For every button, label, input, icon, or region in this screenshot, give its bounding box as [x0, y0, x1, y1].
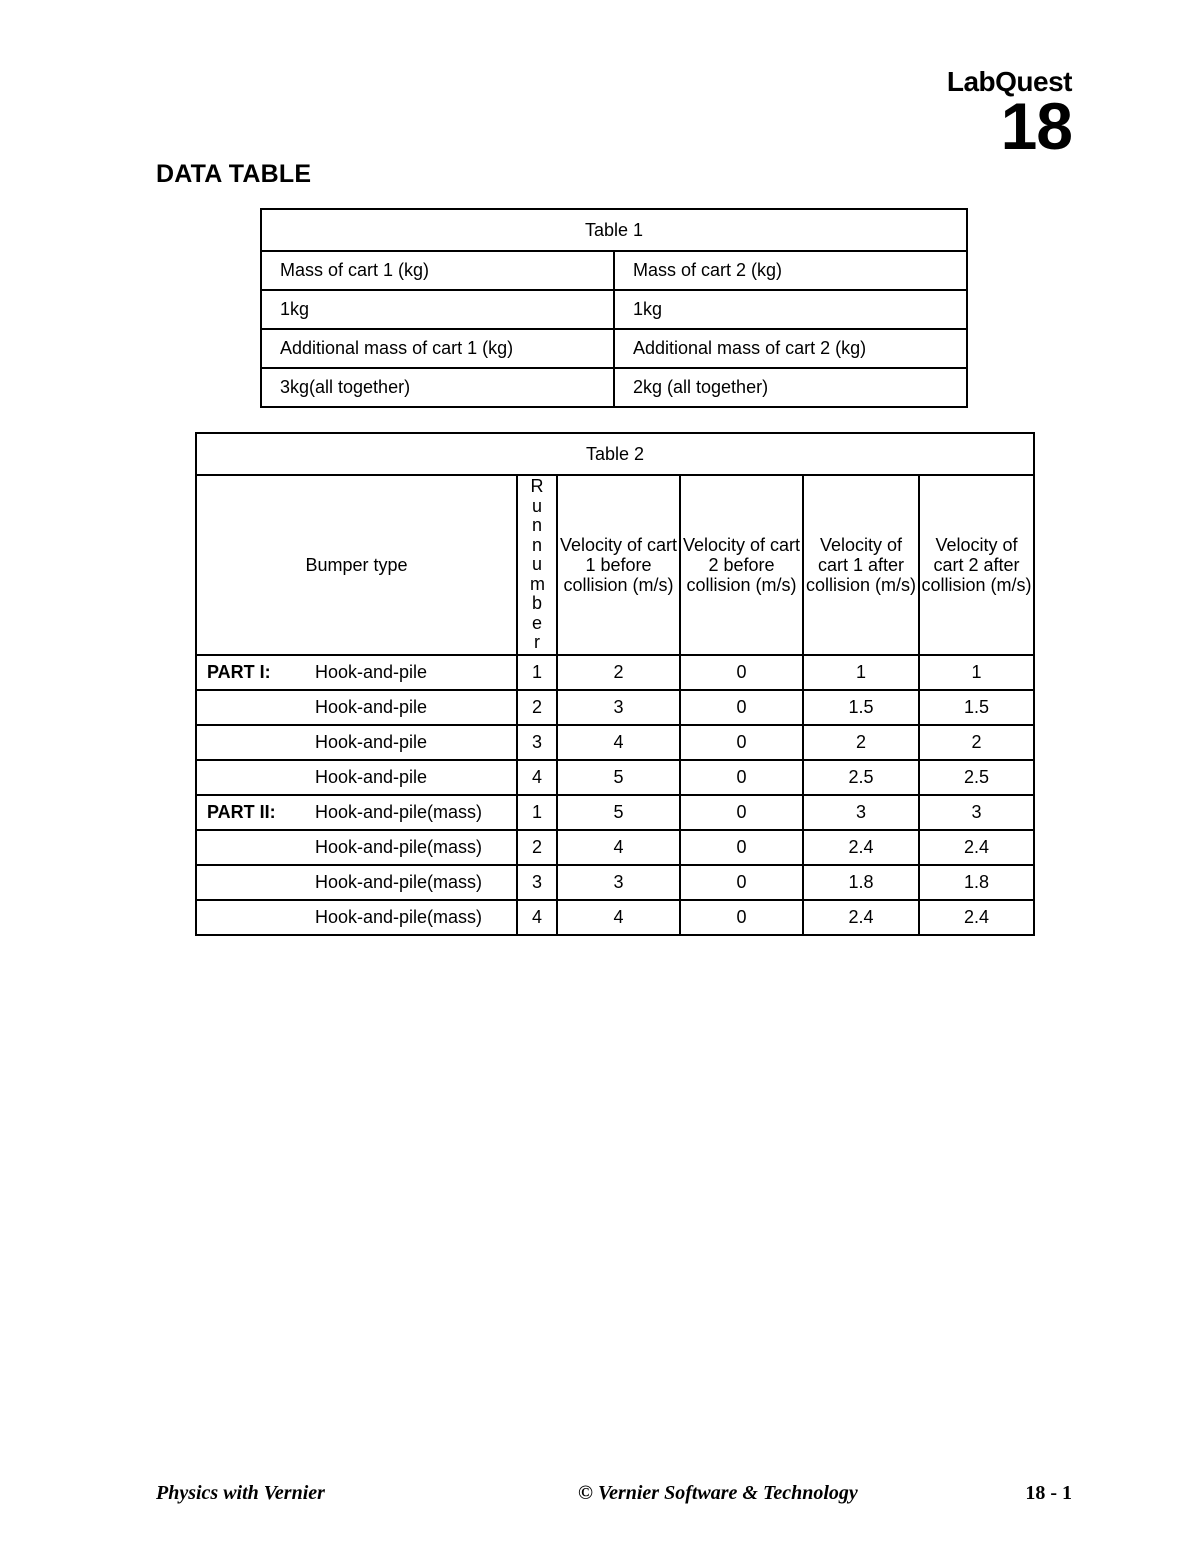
table-1-cell: 1kg: [614, 290, 967, 329]
table-1-cell: 1kg: [261, 290, 614, 329]
table-1-cell: 3kg(all together): [261, 368, 614, 407]
brand-name: LabQuest: [946, 66, 1072, 97]
table-1-row: [261, 251, 967, 290]
v1-after-cell: 2.4: [803, 830, 919, 865]
bumper-type: Hook-and-pile(mass): [315, 837, 483, 857]
bumper-cell: [196, 760, 517, 795]
v2-before-cell: 0: [680, 655, 803, 690]
table-row: [196, 795, 1034, 830]
v2-after-cell: 2.4: [919, 900, 1034, 935]
run-number-cell: 4: [517, 760, 557, 795]
v1-before-cell: 5: [557, 795, 680, 830]
header-v2-after: Velocity of cart 2 after collision (m/s): [919, 475, 1034, 655]
v2-after-cell: 1.8: [919, 865, 1034, 900]
header-bumper-type: Bumper type: [196, 475, 517, 655]
table-1-row: [261, 290, 967, 329]
bumper-cell: [196, 865, 517, 900]
table-1-cell: 2kg (all together): [614, 368, 967, 407]
v2-before-cell: 0: [680, 830, 803, 865]
v1-after-cell: 2.5: [803, 760, 919, 795]
chapter-number: 18: [1000, 89, 1072, 163]
table-2-body: [196, 655, 1034, 935]
footer-book-title: Physics with Vernier: [156, 1482, 325, 1504]
bumper-cell: [196, 830, 517, 865]
brand-block: [946, 66, 1072, 163]
table-1-cell: Mass of cart 1 (kg): [261, 251, 614, 290]
v2-after-cell: 2.4: [919, 830, 1034, 865]
footer-page-number: 18 - 1: [1025, 1482, 1072, 1504]
bumper-cell: [196, 795, 517, 830]
v2-before-cell: 0: [680, 690, 803, 725]
table-1-caption-row: [261, 209, 967, 251]
v2-after-cell: 1: [919, 655, 1034, 690]
v1-before-cell: 3: [557, 690, 680, 725]
run-number-cell: 3: [517, 865, 557, 900]
table-1-row: [261, 368, 967, 407]
table-row: [196, 865, 1034, 900]
table-1-cell: Additional mass of cart 2 (kg): [614, 329, 967, 368]
run-number-cell: 2: [517, 830, 557, 865]
v2-before-cell: 0: [680, 795, 803, 830]
table-row: [196, 725, 1034, 760]
run-number-cell: 3: [517, 725, 557, 760]
v1-before-cell: 4: [557, 830, 680, 865]
v1-after-cell: 3: [803, 795, 919, 830]
v1-after-cell: 1.5: [803, 690, 919, 725]
bumper-cell: [196, 900, 517, 935]
run-number-cell: 2: [517, 690, 557, 725]
table-2-caption: Table 2: [196, 433, 1034, 475]
v1-after-cell: 1: [803, 655, 919, 690]
v1-after-cell: 2.4: [803, 900, 919, 935]
table-1-cell: Additional mass of cart 1 (kg): [261, 329, 614, 368]
bumper-type: Hook-and-pile(mass): [315, 872, 483, 892]
bumper-type: Hook-and-pile: [315, 732, 428, 752]
table-1-cell: Mass of cart 2 (kg): [614, 251, 967, 290]
v2-before-cell: 0: [680, 760, 803, 795]
bumper-type: Hook-and-pile: [315, 697, 428, 717]
v1-before-cell: 4: [557, 725, 680, 760]
part-label: PART I:: [207, 662, 271, 682]
v1-before-cell: 3: [557, 865, 680, 900]
table-1-caption: Table 1: [261, 209, 967, 251]
table-row: [196, 900, 1034, 935]
v1-after-cell: 2: [803, 725, 919, 760]
v1-before-cell: 5: [557, 760, 680, 795]
bumper-cell: [196, 655, 517, 690]
part-label: PART II:: [207, 802, 276, 822]
bumper-cell: [196, 725, 517, 760]
v2-after-cell: 2: [919, 725, 1034, 760]
header-v2-before: Velocity of cart 2 before collision (m/s): [680, 475, 803, 655]
footer-copyright: © Vernier Software & Technology: [578, 1482, 858, 1504]
table-row: [196, 760, 1034, 795]
bumper-type: Hook-and-pile(mass): [315, 802, 483, 822]
table-2-caption-row: [196, 433, 1034, 475]
header-v1-before: Velocity of cart 1 before collision (m/s): [557, 475, 680, 655]
table-1-row: [261, 329, 967, 368]
v2-after-cell: 1.5: [919, 690, 1034, 725]
run-number-cell: 1: [517, 795, 557, 830]
v1-after-cell: 1.8: [803, 865, 919, 900]
table-row: [196, 690, 1034, 725]
run-number-cell: 1: [517, 655, 557, 690]
bumper-type: Hook-and-pile(mass): [315, 907, 483, 927]
table-1: [260, 208, 968, 408]
v2-before-cell: 0: [680, 865, 803, 900]
v1-before-cell: 2: [557, 655, 680, 690]
run-number-cell: 4: [517, 900, 557, 935]
table-2-header-row: [196, 475, 1034, 655]
v2-before-cell: 0: [680, 900, 803, 935]
table-row: [196, 655, 1034, 690]
table-row: [196, 830, 1034, 865]
table-2: [195, 432, 1035, 936]
section-title: DATA TABLE: [156, 160, 312, 188]
header-run-number: [517, 475, 557, 655]
bumper-type: Hook-and-pile: [315, 767, 428, 787]
v2-after-cell: 3: [919, 795, 1034, 830]
bumper-type: Hook-and-pile: [315, 662, 428, 682]
run-number-vertical-label: Run number: [530, 476, 545, 653]
v2-after-cell: 2.5: [919, 760, 1034, 795]
v1-before-cell: 4: [557, 900, 680, 935]
header-v1-after: Velocity of cart 1 after collision (m/s): [803, 475, 919, 655]
bumper-cell: [196, 690, 517, 725]
v2-before-cell: 0: [680, 725, 803, 760]
